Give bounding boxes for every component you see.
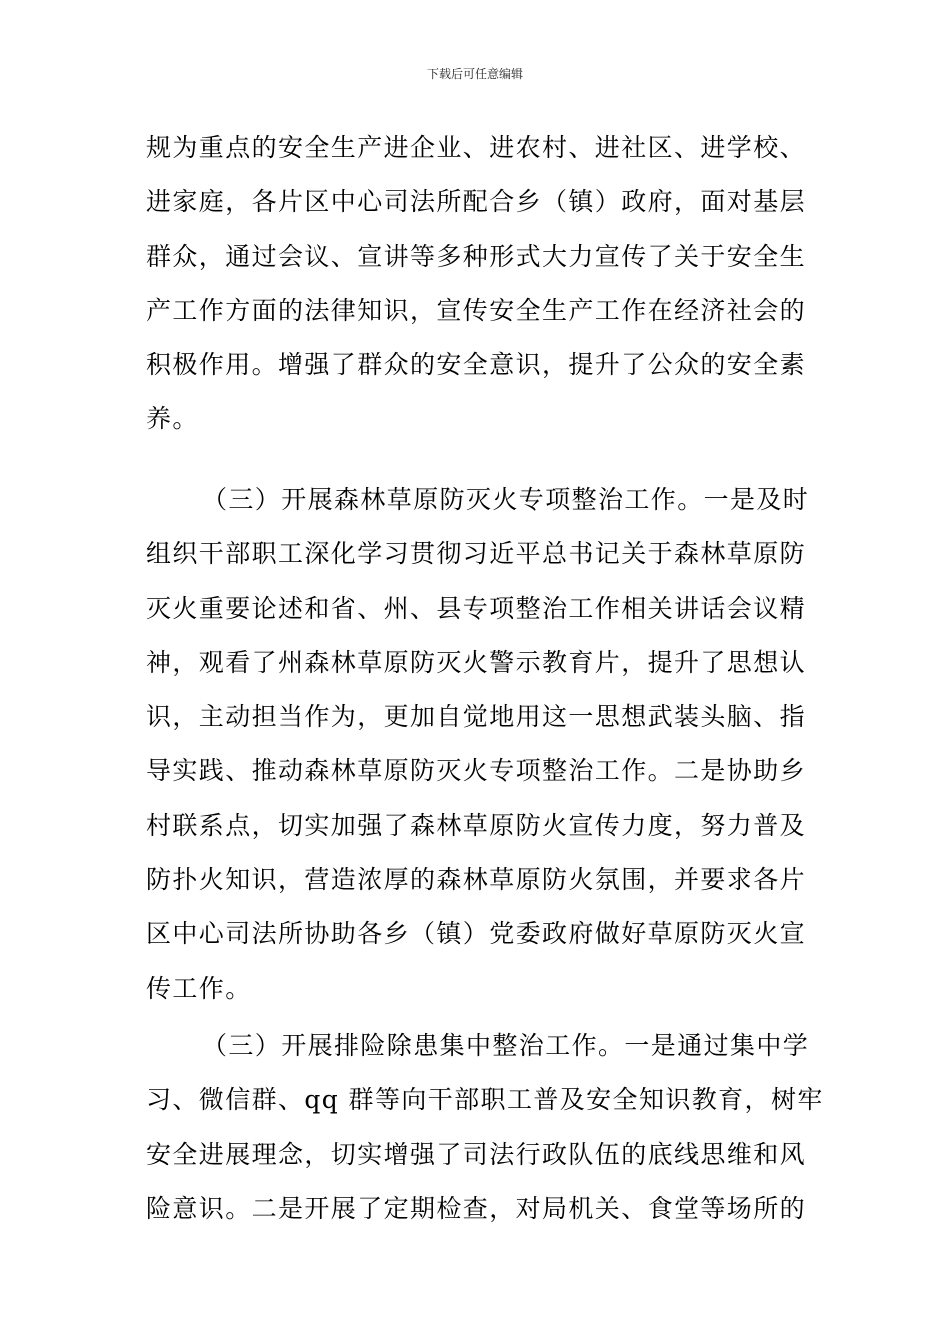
- text-line: 神，观看了州森林草原防灭火警示教育片，提升了思想认: [146, 647, 807, 677]
- text-line: 产工作方面的法律知识，宣传安全生产工作在经济社会的: [146, 295, 807, 325]
- text-line: 导实践、推动森林草原防灭火专项整治工作。二是协助乡: [146, 756, 807, 786]
- paragraph-1: [146, 121, 808, 447]
- text-line: 积极作用。增强了群众的安全意识，提升了公众的安全素: [146, 350, 807, 380]
- text-line: 险意识。二是开展了定期检查，对局机关、食堂等场所的: [146, 1193, 807, 1223]
- text-line: （三）开展森林草原防灭火专项整治工作。一是及时: [202, 485, 810, 514]
- text-line: 养。: [146, 404, 199, 434]
- header-note: 下载后可任意编辑: [426, 67, 523, 81]
- text-line: 安全进展理念，切实增强了司法行政队伍的底线思维和风: [146, 1139, 807, 1169]
- text-line: 习、微信群、qq 群等向干部职工普及安全知识教育，树牢: [146, 1085, 824, 1115]
- text-line: 识，主动担当作为，更加自觉地用这一思想武装头脑、指: [146, 702, 807, 732]
- paragraph-3: [146, 1019, 824, 1236]
- text-line: 村联系点，切实加强了森林草原防火宣传力度，努力普及: [146, 810, 807, 840]
- text-line: 群众，通过会议、宣讲等多种形式大力宣传了关于安全生: [146, 241, 807, 271]
- paragraph-2: [146, 473, 808, 1016]
- text-line: 组织干部职工深化学习贯彻习近平总书记关于森林草原防: [146, 539, 807, 569]
- text-line: （三）开展排险除患集中整治工作。一是通过集中学: [202, 1031, 810, 1060]
- text-line: 规为重点的安全生产进企业、进农村、进社区、进学校、: [146, 133, 807, 162]
- text-line: 区中心司法所协助各乡（镇）党委政府做好草原防灭火宣: [146, 919, 807, 949]
- text-line: 防扑火知识，营造浓厚的森林草原防火氛围，并要求各片: [146, 865, 807, 895]
- text-line: 进家庭，各片区中心司法所配合乡（镇）政府，面对基层: [146, 187, 807, 217]
- text-line: 灭火重要论述和省、州、县专项整治工作相关讲话会议精: [146, 593, 807, 623]
- text-line: 传工作。: [146, 973, 252, 1003]
